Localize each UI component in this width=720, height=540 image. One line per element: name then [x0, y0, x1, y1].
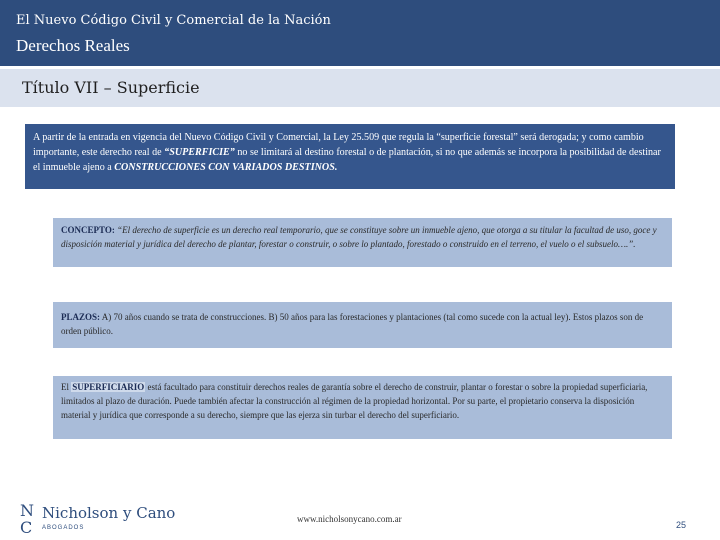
- header-subtitle: Derechos Reales: [16, 36, 130, 55]
- slide-header: [0, 0, 720, 66]
- website-link[interactable]: www.nicholsonycano.com.ar: [297, 514, 402, 524]
- page-number: 25: [676, 520, 687, 530]
- firm-name: Nicholson y Cano: [42, 504, 176, 522]
- section-bar: [0, 69, 720, 107]
- intro-box: [25, 124, 675, 189]
- logo-monogram: [20, 503, 40, 537]
- plazos-card: [53, 302, 672, 348]
- header-kicker: El Nuevo Código Civil y Comercial de la Nación: [16, 13, 331, 28]
- firm-tagline: ABOGADOS: [42, 525, 85, 531]
- superficiario-prefix: El: [61, 382, 72, 392]
- superficiario-card: [53, 376, 672, 439]
- firm-logo: [20, 503, 190, 537]
- concept-label: CONCEPTO:: [61, 225, 115, 235]
- concept-card: [53, 218, 672, 267]
- concept-text: “El derecho de superficie es un derecho real temporario, que se constituye sobre un inmueble ajeno, que otorga a su titular la facultad de uso, goce y disposición material y jurídica del derecho de plantar, forestar o construir, o sobre lo plantado, forestado o construido en el terreno, el vuelo o el subsuelo….”.: [61, 225, 657, 249]
- intro-text-a: A partir de la entrada en vigencia del Nuevo Código Civil y Comercial, la Ley 25.509 que regula la “superficie forestal” será derogada; y como cambio importante, este derecho real de: [33, 132, 644, 159]
- logo-letter-c: C: [20, 518, 33, 537]
- plazos-label: PLAZOS:: [61, 312, 101, 322]
- logo-letter-n: N: [20, 501, 34, 520]
- superficiario-text: está facultado para constituir derechos reales de garantía sobre el derecho de construir, plantar o forestar o sobre la propiedad superficiaria, limitados al plazo de duración. Puede también afectar la construcción al régimen de la propiedad horizontal. Por su parte, el propietario conserva la disposición material y jurídica que corresponde a su derecho, siempre que las ejerza sin turbar el derecho del superficiario.: [61, 382, 648, 420]
- plazos-text: A) 70 años cuando se trata de construcciones. B) 50 años para las forestaciones y plantaciones (tal como sucede con la actual ley). Estos plazos son de orden público.: [61, 312, 644, 336]
- superficiario-label: SUPERFICIARIO: [72, 382, 145, 392]
- section-title: Título VII – Superficie: [22, 78, 200, 97]
- intro-emphasis-superficie: “SUPERFICIE”: [164, 147, 235, 159]
- intro-emphasis-construcciones: CONSTRUCCIONES CON VARIADOS DESTINOS.: [114, 162, 338, 174]
- intro-text-b: no se limitará al destino forestal o de plantación, si no que además se incorpora la posibilidad de destinar el inmueble ajeno a: [33, 147, 661, 174]
